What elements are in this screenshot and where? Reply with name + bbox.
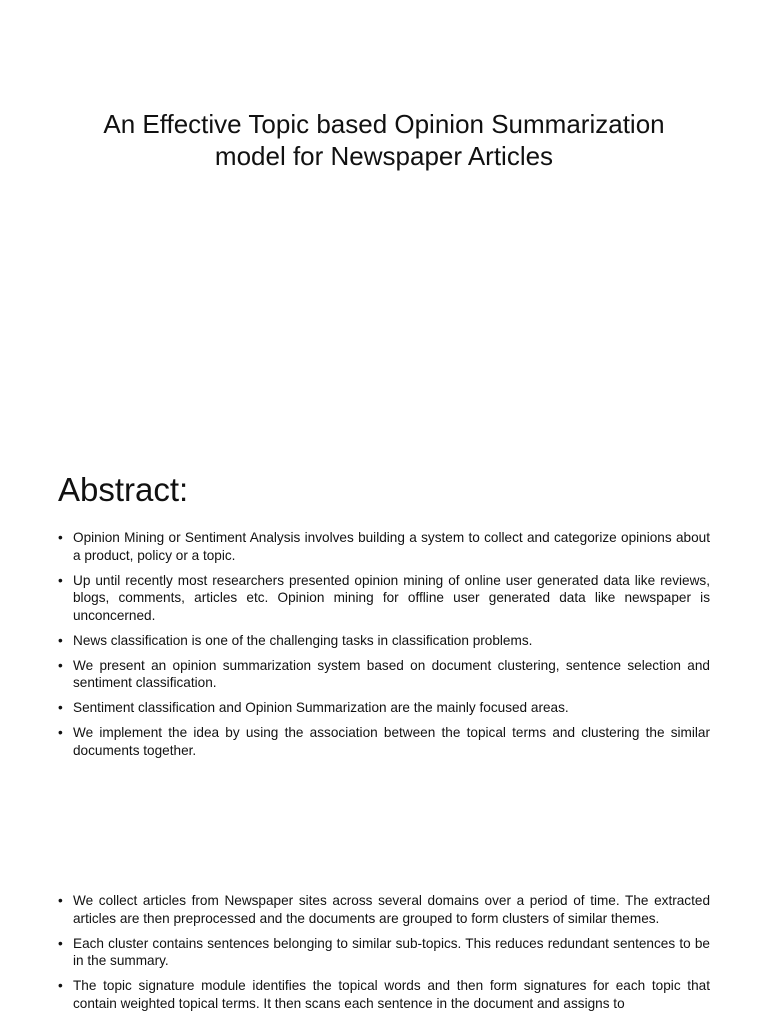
list-item: • Up until recently most researchers presented opinion mining of online user generated data like reviews, blogs, comments, articles etc. Opinion mining for offline user generated data like newspaper is unconcerned. (58, 572, 710, 625)
page-title (60, 108, 708, 172)
list-item: • We present an opinion summarization system based on document clustering, sentence selection and sentiment classification. (58, 657, 710, 692)
title-line-1: An Effective Topic based Opinion Summarization (103, 109, 665, 139)
list-item: • Each cluster contains sentences belonging to similar sub-topics. This reduces redundant sentences to be in the summary. (58, 935, 710, 970)
method-bullet-list (58, 892, 710, 1020)
list-item: • We implement the idea by using the association between the topical terms and clustering the similar documents together. (58, 724, 710, 759)
list-item: • The topic signature module identifies the topical words and then form signatures for each topic that contain weighted topical terms. It then scans each sentence in the document and assigns to (58, 977, 710, 1012)
list-item: • Opinion Mining or Sentiment Analysis involves building a system to collect and categorize opinions about a product, policy or a topic. (58, 529, 710, 564)
list-item: • Sentiment classification and Opinion Summarization are the mainly focused areas. (58, 699, 710, 717)
list-item: • News classification is one of the challenging tasks in classification problems. (58, 632, 710, 650)
abstract-bullet-list (58, 529, 710, 767)
list-item: • We collect articles from Newspaper sites across several domains over a period of time. The extracted articles are then preprocessed and the documents are grouped to form clusters of similar themes. (58, 892, 710, 927)
abstract-heading: Abstract: (58, 471, 189, 508)
title-line-2: model for Newspaper Articles (214, 141, 554, 171)
